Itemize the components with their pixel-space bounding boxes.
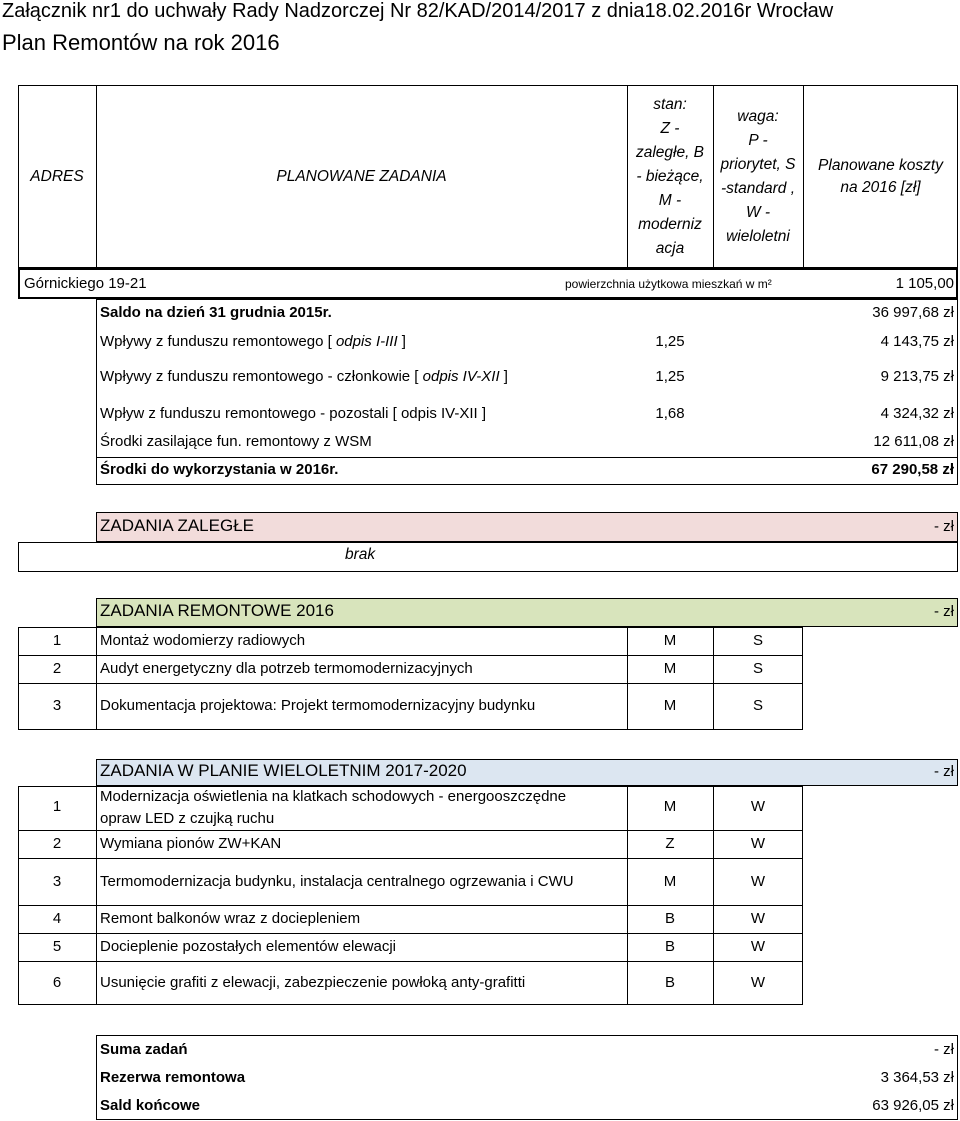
overdue-row (18, 542, 958, 572)
finance-rate: 1,25 (655, 368, 685, 385)
document-title: Plan Remontów na rok 2016 (2, 30, 280, 55)
column-address: ADRES (30, 167, 84, 185)
task-weight: S (752, 697, 763, 714)
finance-rate: 1,68 (655, 405, 685, 422)
document-header: Załącznik nr1 do uchwały Rady Nadzorczej Nr 82/KAD/2014/2017 z dnia18.02.2016r Wrocław (2, 0, 834, 22)
row-number: 4 (52, 910, 62, 927)
row-number: 6 (52, 974, 62, 991)
task-name: Docieplenie pozostałych elementów elewacji (100, 938, 396, 955)
column-cost: Planowane koszty na 2016 [zł] (818, 156, 943, 196)
finance-value: 9 213,75 zł (880, 368, 954, 385)
finance-label: Wpływ z funduszu remontowego - pozostali [ odpis IV-XII ] (100, 405, 487, 422)
summary-label: Rezerwa remontowa (100, 1069, 246, 1086)
task-weight: W (750, 798, 766, 815)
task-status: M (663, 660, 677, 677)
task-name: Modernizacja oświetlenia na klatkach schodowych - energooszczędne (100, 788, 567, 805)
row-number: 3 (52, 697, 62, 714)
task-status: Z (665, 835, 675, 852)
task-weight: S (752, 660, 763, 677)
task-status: M (663, 798, 677, 815)
task-name: Audyt energetyczny dla potrzeb termomodernizacyjnych (100, 660, 473, 677)
building-address: Górnickiego 19-21 (24, 275, 147, 292)
task-weight: S (752, 632, 763, 649)
longterm-amount: - zł (934, 763, 954, 780)
finance-value: 4 324,32 zł (880, 405, 954, 422)
task-name-continued: opraw LED z czujką ruchu (100, 810, 275, 827)
task-name: Remont balkonów wraz z dociepleniem (100, 910, 361, 927)
task-name: Dokumentacja projektowa: Projekt termomodernizacyjny budynku (100, 697, 536, 714)
task-status: B (664, 910, 675, 927)
area-label: powierzchnia użytkowa mieszkań w m² (565, 277, 772, 291)
repairs-title: ZADANIA REMONTOWE 2016 (100, 601, 334, 620)
summary-label: Suma zadań (100, 1041, 188, 1058)
task-weight: W (750, 910, 766, 927)
repairs-amount: - zł (934, 603, 954, 620)
row-number: 1 (52, 632, 62, 649)
task-weight: W (750, 835, 766, 852)
task-status: M (663, 697, 677, 714)
task-weight: W (750, 938, 766, 955)
column-status: stan: Z - zaległe, B - bieżące, M - moderniz acja (635, 95, 705, 257)
row-number: 5 (52, 938, 62, 955)
longterm-title: ZADANIA W PLANIE WIELOLETNIM 2017-2020 (100, 761, 467, 780)
overdue-amount: - zł (934, 518, 954, 535)
finance-value: 4 143,75 zł (880, 333, 954, 350)
task-status: M (663, 632, 677, 649)
finance-value: 12 611,08 zł (873, 433, 954, 450)
row-number: 2 (52, 835, 62, 852)
task-name: Wymiana pionów ZW+KAN (100, 835, 282, 852)
task-name: Montaż wodomierzy radiowych (100, 632, 306, 649)
finance-label: Środki zasilające fun. remontowy z WSM (100, 433, 372, 450)
task-name: Usunięcie grafiti z elewacji, zabezpieczenie powłoką anty-grafitti (100, 974, 526, 991)
finance-label: Saldo na dzień 31 grudnia 2015r. (100, 304, 332, 321)
task-weight: W (750, 873, 766, 890)
task-status: B (664, 974, 675, 991)
finance-value: 36 997,68 zł (872, 304, 954, 321)
overdue-note: brak (345, 546, 376, 563)
row-number: 3 (52, 873, 62, 890)
column-tasks: PLANOWANE ZADANIA (276, 167, 447, 185)
summary-value: 63 926,05 zł (872, 1097, 954, 1114)
overdue-title: ZADANIA ZALEGŁE (100, 516, 254, 535)
task-weight: W (750, 974, 766, 991)
area-value: 1 105,00 (895, 275, 954, 292)
summary-label: Sald końcowe (100, 1097, 201, 1114)
finance-total-label: Środki do wykorzystania w 2016r. (100, 461, 339, 478)
row-number: 2 (52, 660, 62, 677)
finance-rate: 1,25 (655, 333, 685, 350)
task-status: M (663, 873, 677, 890)
finance-total-value: 67 290,58 zł (871, 461, 954, 478)
row-number: 1 (52, 798, 62, 815)
task-name: Termomodernizacja budynku, instalacja centralnego ogrzewania i CWU (100, 873, 574, 890)
summary-value: 3 364,53 zł (880, 1069, 954, 1086)
finance-label: Wpływy z funduszu remontowego - członkowie [ odpis IV-XII ] (100, 368, 508, 385)
task-status: B (664, 938, 675, 955)
summary-value: - zł (934, 1041, 954, 1058)
finance-label: Wpływy z funduszu remontowego [ odpis I-III ] (100, 333, 406, 350)
column-weight: waga: P - priorytet, S -standard , W - wieloletni (720, 107, 796, 245)
